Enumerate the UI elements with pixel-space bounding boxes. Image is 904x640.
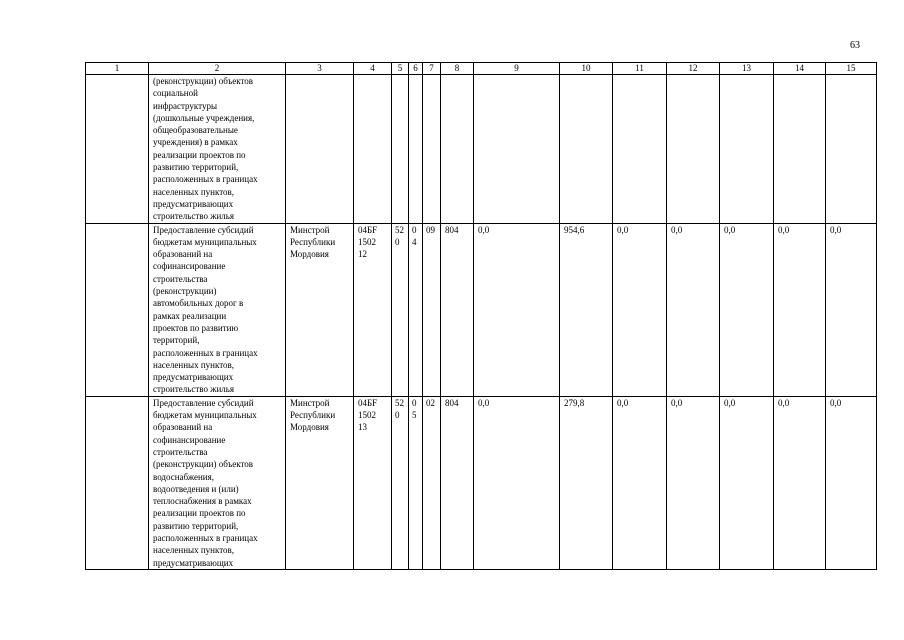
description-cell-line: (реконструкции) — [153, 286, 217, 297]
description-cell-line: населенных пунктов, — [153, 359, 235, 370]
code-cell: 09 — [423, 223, 441, 396]
description-cell-line: реализации проектов по — [153, 508, 246, 519]
description-cell-line: бюджетам муниципальных — [153, 410, 257, 421]
row-number-cell — [86, 396, 149, 569]
description-cell-line: реализации проектов по — [153, 149, 246, 160]
description-cell-line: инфраструктуры — [153, 100, 217, 111]
row-number-cell — [86, 223, 149, 396]
description-cell-line: развитию территорий, — [153, 162, 239, 173]
description-cell-line: общеобразовательные — [153, 125, 238, 136]
code-cell-line: 0 — [412, 224, 417, 235]
code-cell — [392, 75, 409, 224]
column-header-12: 12 — [667, 63, 720, 75]
code-cell-line: 4 — [412, 236, 417, 247]
code-cell — [354, 75, 392, 224]
code-cell-line: 1502 — [358, 236, 376, 247]
code-cell: 804 — [441, 396, 474, 569]
description-cell-line: рамках реализации — [153, 310, 227, 321]
description-cell — [149, 75, 286, 224]
value-cell: 0,0 — [474, 396, 560, 569]
description-cell-line: водоотведения и (или) — [153, 483, 239, 494]
column-header-15: 15 — [826, 63, 877, 75]
description-cell-line: предусматривающих — [153, 198, 234, 209]
code-cell — [423, 75, 441, 224]
column-header-6: 6 — [409, 63, 423, 75]
code-cell — [409, 396, 423, 569]
code-cell-line: 0 — [412, 397, 417, 408]
description-cell-line: бюджетам муниципальных — [153, 236, 257, 247]
description-cell-line: (реконструкции) объектов — [153, 459, 254, 470]
description-cell-line: социальной — [153, 88, 198, 99]
value-cell — [720, 75, 774, 224]
code-cell-line: 04БF — [358, 397, 378, 408]
value-cell — [774, 75, 826, 224]
value-cell: 0,0 — [826, 396, 877, 569]
value-cell: 954,6 — [560, 223, 613, 396]
budget-table — [85, 62, 877, 570]
description-cell-line: населенных пунктов, — [153, 186, 235, 197]
value-cell: 0,0 — [667, 223, 720, 396]
column-header-1: 1 — [86, 63, 149, 75]
description-cell-line: территорий, — [153, 335, 200, 346]
column-header-2: 2 — [149, 63, 286, 75]
column-header-7: 7 — [423, 63, 441, 75]
column-header-8: 8 — [441, 63, 474, 75]
agency-cell — [286, 396, 354, 569]
code-cell: 02 — [423, 396, 441, 569]
description-cell-line: строительство жилья — [153, 211, 235, 222]
description-cell-line: предусматривающих — [153, 372, 234, 383]
column-header-13: 13 — [720, 63, 774, 75]
value-cell: 0,0 — [774, 223, 826, 396]
description-cell-line: (реконструкции) объектов — [153, 76, 254, 86]
value-cell: 0,0 — [720, 223, 774, 396]
description-cell-line: образований на — [153, 422, 213, 433]
value-cell: 0,0 — [720, 396, 774, 569]
description-cell-line: теплоснабжения в рамках — [153, 496, 252, 507]
description-cell-line: автомобильных дорог в — [153, 298, 244, 309]
value-cell — [613, 75, 667, 224]
code-cell-line: 13 — [358, 422, 367, 433]
agency-cell — [286, 223, 354, 396]
code-cell: 804 — [441, 223, 474, 396]
value-cell — [474, 75, 560, 224]
value-cell — [667, 75, 720, 224]
value-cell: 0,0 — [613, 396, 667, 569]
code-cell-line: 5 — [412, 410, 417, 421]
description-cell-line: расположенных в границах — [153, 347, 258, 358]
agency-cell — [286, 75, 354, 224]
value-cell: 0,0 — [826, 223, 877, 396]
description-cell-line: софинансирование — [153, 261, 226, 272]
table-header-row — [86, 63, 877, 75]
column-header-11: 11 — [613, 63, 667, 75]
table-row — [86, 75, 877, 224]
code-cell — [409, 75, 423, 224]
description-cell-line: населенных пунктов, — [153, 545, 235, 556]
page-number: 63 — [850, 40, 860, 51]
column-header-5: 5 — [392, 63, 409, 75]
agency-cell-line: Минстрой — [290, 397, 330, 408]
row-number-cell — [86, 75, 149, 224]
table-row — [86, 396, 877, 569]
value-cell: 279,8 — [560, 396, 613, 569]
description-cell-line: строительство жилья — [153, 384, 235, 395]
description-cell-line: водоснабжения, — [153, 471, 215, 482]
column-header-10: 10 — [560, 63, 613, 75]
code-cell-line: 52 — [395, 224, 404, 235]
agency-cell-line: Республики — [290, 236, 336, 247]
description-cell-line: софинансирование — [153, 434, 226, 445]
description-cell-line: предусматривающих — [153, 557, 234, 568]
code-cell-line: 12 — [358, 249, 367, 260]
description-cell-line: строительства — [153, 273, 208, 284]
description-cell-line: расположенных в границах — [153, 532, 258, 543]
agency-cell-line: Мордовия — [290, 422, 329, 433]
code-cell — [354, 223, 392, 396]
code-cell-line: 04БF — [358, 224, 378, 235]
value-cell — [560, 75, 613, 224]
column-header-14: 14 — [774, 63, 826, 75]
table-body — [86, 63, 877, 570]
code-cell — [392, 223, 409, 396]
code-cell — [392, 396, 409, 569]
description-cell-line: Предоставление субсидий — [153, 224, 254, 235]
code-cell-line: 0 — [395, 236, 400, 247]
agency-cell-line: Минстрой — [290, 224, 330, 235]
code-cell-line: 0 — [395, 410, 400, 421]
description-cell-line: расположенных в границах — [153, 174, 258, 185]
column-header-9: 9 — [474, 63, 560, 75]
value-cell: 0,0 — [474, 223, 560, 396]
description-cell — [149, 223, 286, 396]
agency-cell-line: Республики — [290, 410, 336, 421]
table-row — [86, 223, 877, 396]
value-cell: 0,0 — [613, 223, 667, 396]
description-cell-line: (дошкольные учреждения, — [153, 112, 255, 123]
code-cell — [441, 75, 474, 224]
description-cell — [149, 396, 286, 569]
description-cell-line: Предоставление субсидий — [153, 397, 254, 408]
description-cell-line: развитию территорий, — [153, 520, 239, 531]
description-cell-line: учреждения) в рамках — [153, 137, 238, 148]
value-cell: 0,0 — [667, 396, 720, 569]
code-cell-line: 1502 — [358, 410, 376, 421]
description-cell-line: проектов по развитию — [153, 322, 239, 333]
code-cell — [409, 223, 423, 396]
column-header-4: 4 — [354, 63, 392, 75]
code-cell-line: 52 — [395, 397, 404, 408]
column-header-3: 3 — [286, 63, 354, 75]
description-cell-line: образований на — [153, 249, 213, 260]
value-cell: 0,0 — [774, 396, 826, 569]
description-cell-line: строительства — [153, 446, 208, 457]
code-cell — [354, 396, 392, 569]
agency-cell-line: Мордовия — [290, 249, 329, 260]
value-cell — [826, 75, 877, 224]
